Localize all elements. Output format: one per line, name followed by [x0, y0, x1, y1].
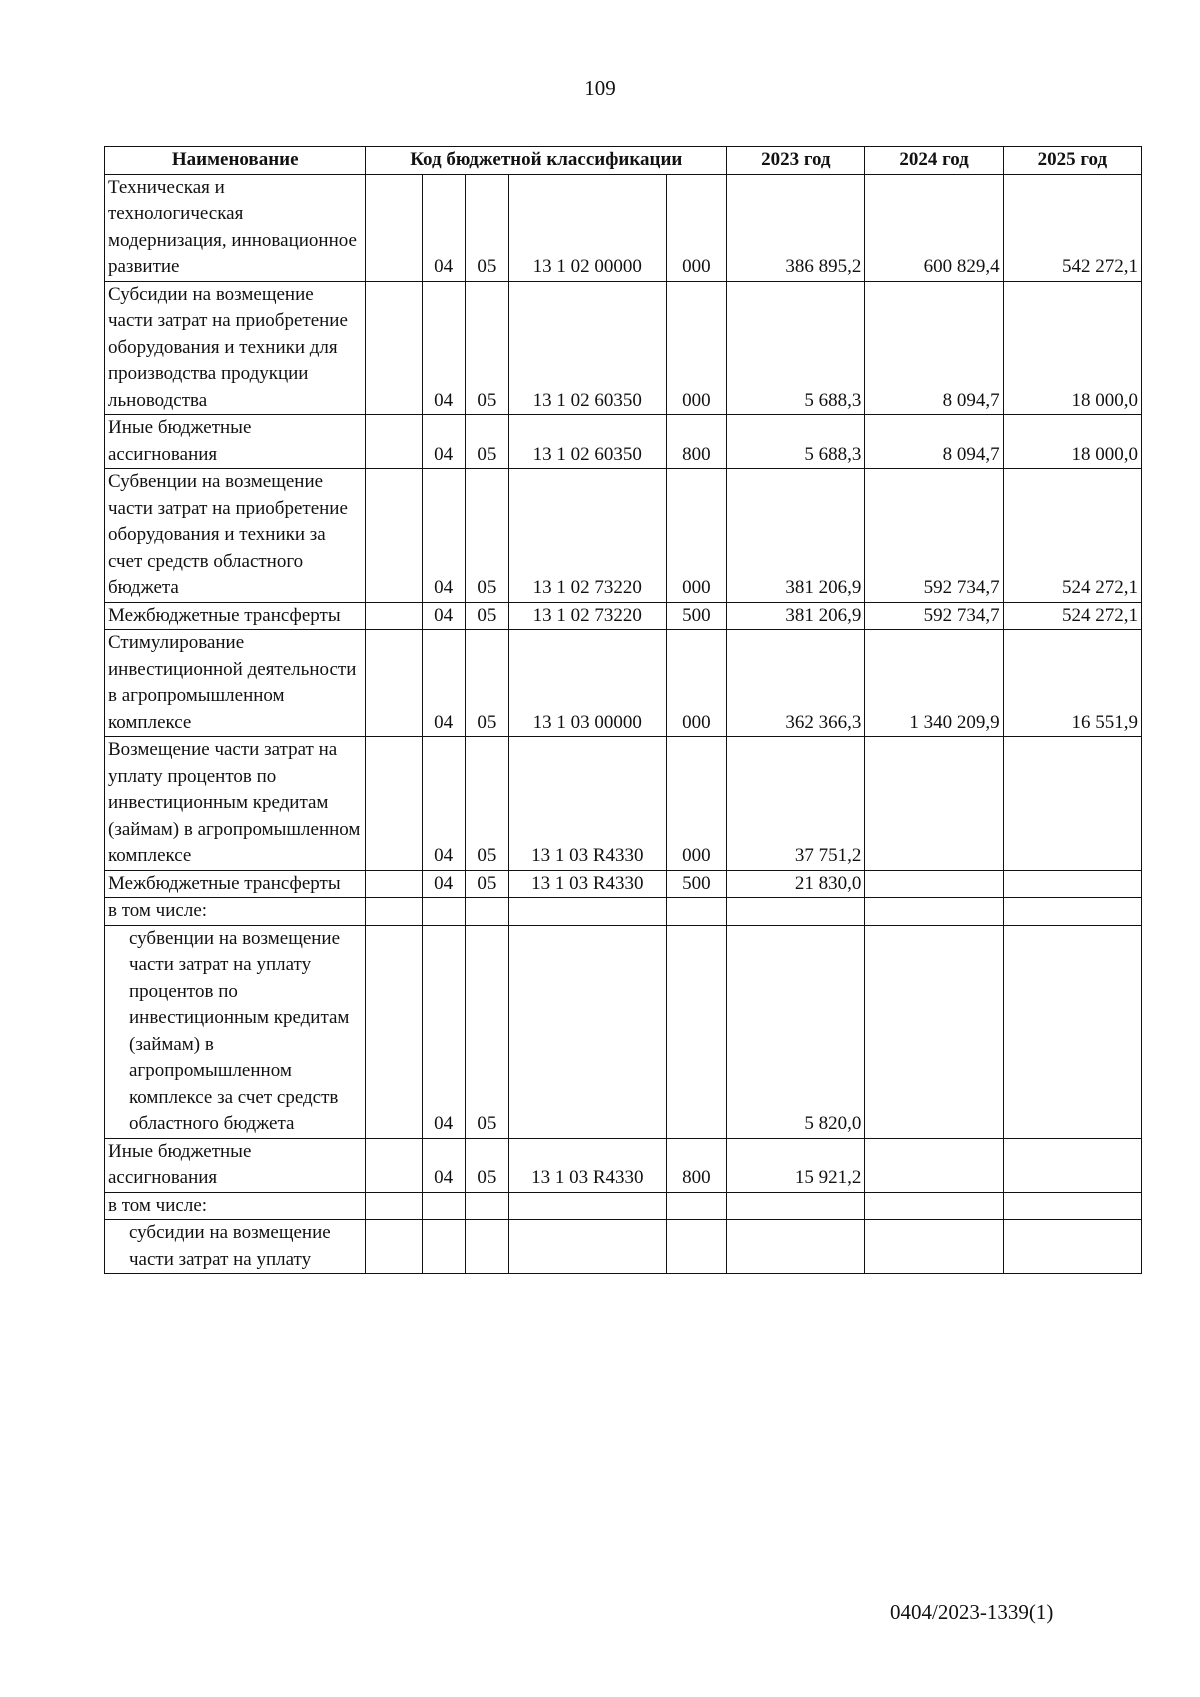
row-name: субвенции на возмещение части затрат на уплату процентов по инвестиционным кредитам (займам) в агропромышленном комплексе за счет средств областного бюджета	[105, 925, 366, 1138]
row-rz: 04	[422, 469, 465, 603]
table-row	[105, 737, 1142, 871]
document-id: 0404/2023-1339(1)	[890, 1600, 1054, 1624]
row-vr	[666, 1192, 727, 1220]
table-row	[105, 870, 1142, 898]
row-2024: 1 340 209,9	[865, 630, 1003, 737]
budget-table	[104, 146, 1142, 1274]
table-row	[105, 415, 1142, 469]
row-vr: 000	[666, 737, 727, 871]
row-name: в том числе:	[105, 898, 366, 926]
header-2024: 2024 год	[865, 147, 1003, 175]
row-rz	[422, 1220, 465, 1274]
row-blank	[366, 898, 422, 926]
row-vr	[666, 1220, 727, 1274]
row-blank	[366, 1138, 422, 1192]
table-row	[105, 925, 1142, 1138]
row-vr: 500	[666, 602, 727, 630]
row-csr	[508, 1220, 666, 1274]
row-blank	[366, 925, 422, 1138]
row-vr: 500	[666, 870, 727, 898]
row-name: Межбюджетные трансферты	[105, 602, 366, 630]
row-pr: 05	[465, 925, 508, 1138]
row-vr: 800	[666, 1138, 727, 1192]
row-2024	[865, 1138, 1003, 1192]
table-row	[105, 469, 1142, 603]
row-blank	[366, 602, 422, 630]
row-csr: 13 1 03 R4330	[508, 870, 666, 898]
row-rz: 04	[422, 602, 465, 630]
row-2025	[1003, 925, 1141, 1138]
row-vr: 800	[666, 415, 727, 469]
row-csr: 13 1 03 R4330	[508, 1138, 666, 1192]
row-2023: 362 366,3	[727, 630, 865, 737]
row-blank	[366, 630, 422, 737]
row-2025: 18 000,0	[1003, 281, 1141, 415]
header-name: Наименование	[105, 147, 366, 175]
row-2025	[1003, 1192, 1141, 1220]
row-pr: 05	[465, 415, 508, 469]
row-2025	[1003, 1220, 1141, 1274]
row-rz	[422, 898, 465, 926]
row-2024: 592 734,7	[865, 602, 1003, 630]
row-rz: 04	[422, 737, 465, 871]
row-2024	[865, 1220, 1003, 1274]
row-2025: 524 272,1	[1003, 469, 1141, 603]
row-2023	[727, 1192, 865, 1220]
row-blank	[366, 1220, 422, 1274]
row-csr: 13 1 02 73220	[508, 469, 666, 603]
row-pr: 05	[465, 281, 508, 415]
row-rz: 04	[422, 174, 465, 281]
row-name: Возмещение части затрат на уплату процентов по инвестиционным кредитам (займам) в агропромышленном комплексе	[105, 737, 366, 871]
row-pr: 05	[465, 870, 508, 898]
table-row	[105, 630, 1142, 737]
row-blank	[366, 415, 422, 469]
row-2025	[1003, 870, 1141, 898]
row-blank	[366, 174, 422, 281]
page-number: 109	[584, 76, 616, 100]
row-2023: 37 751,2	[727, 737, 865, 871]
row-csr: 13 1 03 R4330	[508, 737, 666, 871]
row-rz: 04	[422, 1138, 465, 1192]
row-csr: 13 1 02 60350	[508, 415, 666, 469]
row-2024: 8 094,7	[865, 281, 1003, 415]
row-csr: 13 1 02 73220	[508, 602, 666, 630]
row-2025	[1003, 737, 1141, 871]
row-csr	[508, 925, 666, 1138]
row-pr: 05	[465, 630, 508, 737]
row-pr: 05	[465, 469, 508, 603]
table-row	[105, 174, 1142, 281]
row-pr: 05	[465, 1138, 508, 1192]
row-rz	[422, 1192, 465, 1220]
row-2024	[865, 737, 1003, 871]
row-name: Иные бюджетные ассигнования	[105, 1138, 366, 1192]
header-2023: 2023 год	[727, 147, 865, 175]
row-2023	[727, 898, 865, 926]
row-blank	[366, 870, 422, 898]
row-rz: 04	[422, 630, 465, 737]
row-2024: 600 829,4	[865, 174, 1003, 281]
row-rz: 04	[422, 870, 465, 898]
row-pr: 05	[465, 602, 508, 630]
table-row	[105, 898, 1142, 926]
row-csr: 13 1 03 00000	[508, 630, 666, 737]
row-name: Субвенции на возмещение части затрат на приобретение оборудования и техники за счет средств областного бюджета	[105, 469, 366, 603]
header-code: Код бюджетной классификации	[366, 147, 727, 175]
row-name: в том числе:	[105, 1192, 366, 1220]
row-csr: 13 1 02 00000	[508, 174, 666, 281]
row-rz: 04	[422, 281, 465, 415]
table-row	[105, 1192, 1142, 1220]
row-rz: 04	[422, 925, 465, 1138]
row-blank	[366, 281, 422, 415]
row-name: Субсидии на возмещение части затрат на приобретение оборудования и техники для производства продукции льноводства	[105, 281, 366, 415]
row-pr	[465, 1192, 508, 1220]
row-pr	[465, 898, 508, 926]
row-name: Техническая и технологическая модернизация, инновационное развитие	[105, 174, 366, 281]
row-2025: 542 272,1	[1003, 174, 1141, 281]
row-2024	[865, 898, 1003, 926]
row-2023	[727, 1220, 865, 1274]
row-blank	[366, 1192, 422, 1220]
row-blank	[366, 469, 422, 603]
row-name: субсидии на возмещение части затрат на уплату	[105, 1220, 366, 1274]
row-2025: 18 000,0	[1003, 415, 1141, 469]
row-2024	[865, 1192, 1003, 1220]
row-2024: 8 094,7	[865, 415, 1003, 469]
row-vr: 000	[666, 469, 727, 603]
row-2024	[865, 925, 1003, 1138]
row-name: Межбюджетные трансферты	[105, 870, 366, 898]
row-rz: 04	[422, 415, 465, 469]
row-2023: 5 688,3	[727, 415, 865, 469]
row-csr: 13 1 02 60350	[508, 281, 666, 415]
row-pr	[465, 1220, 508, 1274]
row-2024: 592 734,7	[865, 469, 1003, 603]
table-row	[105, 1220, 1142, 1274]
row-2025: 524 272,1	[1003, 602, 1141, 630]
table-row	[105, 1138, 1142, 1192]
table-row	[105, 281, 1142, 415]
row-2023: 15 921,2	[727, 1138, 865, 1192]
row-csr	[508, 1192, 666, 1220]
row-2023: 381 206,9	[727, 602, 865, 630]
header-2025: 2025 год	[1003, 147, 1141, 175]
row-csr	[508, 898, 666, 926]
row-pr: 05	[465, 737, 508, 871]
row-vr: 000	[666, 630, 727, 737]
table-header-row	[105, 147, 1142, 175]
row-vr: 000	[666, 281, 727, 415]
row-2025	[1003, 1138, 1141, 1192]
row-2023: 5 688,3	[727, 281, 865, 415]
row-name: Стимулирование инвестиционной деятельности в агропромышленном комплексе	[105, 630, 366, 737]
row-2023: 5 820,0	[727, 925, 865, 1138]
row-2024	[865, 870, 1003, 898]
row-2023: 386 895,2	[727, 174, 865, 281]
row-vr: 000	[666, 174, 727, 281]
row-pr: 05	[465, 174, 508, 281]
row-blank	[366, 737, 422, 871]
table-row	[105, 602, 1142, 630]
row-2025	[1003, 898, 1141, 926]
row-vr	[666, 925, 727, 1138]
row-2023: 21 830,0	[727, 870, 865, 898]
row-name: Иные бюджетные ассигнования	[105, 415, 366, 469]
row-vr	[666, 898, 727, 926]
row-2023: 381 206,9	[727, 469, 865, 603]
row-2025: 16 551,9	[1003, 630, 1141, 737]
